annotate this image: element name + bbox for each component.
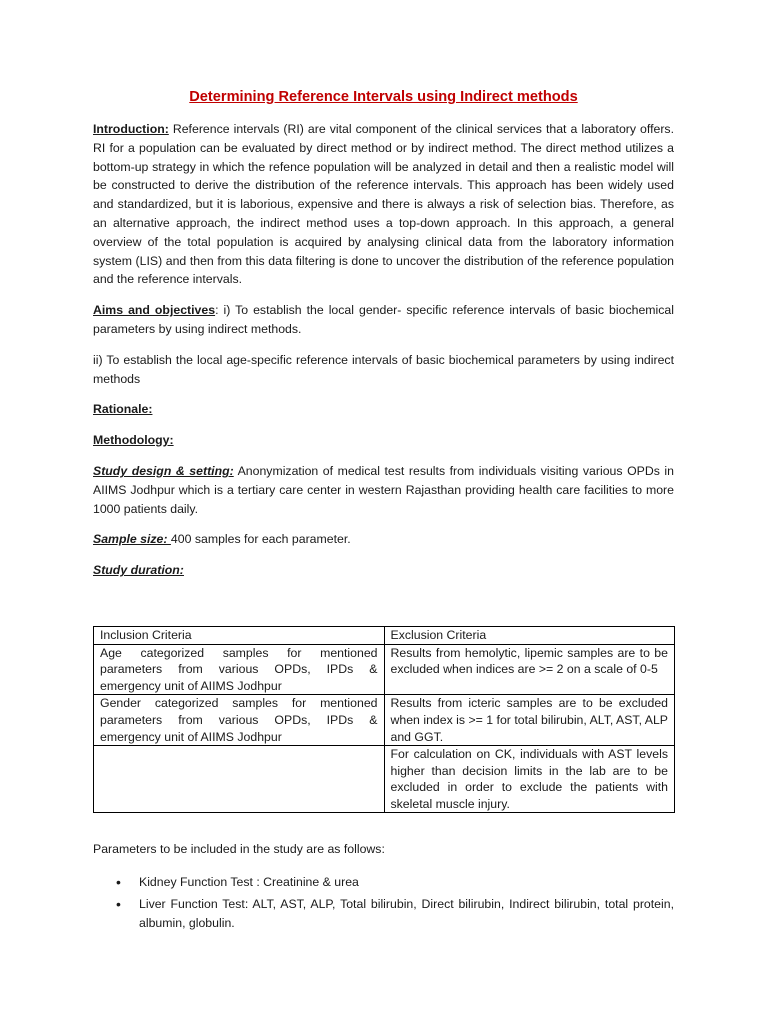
aims-item-2: ii) To establish the local age-specific reference intervals of basic biochemical parameters by using indirect methods (93, 352, 674, 386)
study-design-label: Study design & setting: (93, 463, 234, 478)
table-header-exclusion: Exclusion Criteria (384, 626, 675, 644)
aims-label: Aims and objectives (93, 303, 216, 318)
table-row (94, 746, 675, 813)
aims-paragraph (93, 301, 674, 339)
table-cell: Age categorized samples for mentioned parameters from various OPDs, IPDs & emergency unit of AIIMS Jodhpur (94, 644, 385, 695)
table-cell: Gender categorized samples for mentioned parameters from various OPDs, IPDs & emergency unit of AIIMS Jodhpur (94, 695, 385, 746)
aims-text: : i) To establish the local gender- specific reference intervals of basic biochemical parameters by using indirect methods. (93, 303, 674, 336)
study-duration-label: Study duration: (93, 563, 184, 578)
table-cell: For calculation on CK, individuals with AST levels higher than decision limits in the lab are to be excluded in order to exclude the patients with skeletal muscle injury. (384, 746, 675, 813)
list-item: • Liver Function Test: ALT, AST, ALP, Total bilirubin, Direct bilirubin, Indirect bilirubin, total protein, albumin, globulin. (139, 895, 674, 933)
criteria-table (93, 626, 675, 814)
table-cell: Results from icteric samples are to be excluded when index is >= 1 for total bilirubin, ALT, AST, ALP and GGT. (384, 695, 675, 746)
introduction-text: Reference intervals (RI) are vital component of the clinical services that a laboratory offers. RI for a population can be evaluated by direct method or by indirect method. The direct method utilizes a bottom-up strategy in which the refence population will be analyzed in detail and then a realistic model will be constructed to derive the distribution of the reference intervals. This approach has been widely used and standardized, but it is laborious, expensive and there is always a risk of selection bias. Therefore, as an alternative approach, the indirect method uses a top-down approach. In this approach, a general overview of the total population is acquired by analysing clinical data from the laboratory information system (LIS) and then from this data filtering is done to uncover the distribution of the reference population and the reference intervals. (93, 122, 674, 287)
study-design-text: Anonymization of medical test results from individuals visiting various OPDs in AIIMS Jodhpur which is a tertiary care center in western Rajasthan providing health care facilities to more 1000 patients daily. (93, 463, 674, 516)
rationale-heading: Rationale: (93, 402, 153, 417)
table-cell: Results from hemolytic, lipemic samples are to be excluded when indices are >= 2 on a scale of 0-5 (384, 644, 675, 695)
spacer (93, 592, 674, 626)
table-cell (94, 746, 385, 813)
methodology-heading: Methodology: (93, 433, 174, 448)
sample-size-label: Sample size: (93, 532, 171, 547)
table-row (94, 695, 675, 746)
table-header-row (94, 626, 675, 644)
study-duration-heading (93, 561, 674, 580)
list-item: • Kidney Function Test : Creatinine & urea (139, 873, 674, 892)
table-header-inclusion: Inclusion Criteria (94, 626, 385, 644)
table-row (94, 644, 675, 695)
parameters-intro: Parameters to be included in the study are as follows: (93, 842, 385, 857)
sample-size-paragraph (93, 530, 674, 549)
introduction-label: Introduction: (93, 122, 169, 136)
study-design-paragraph (93, 462, 674, 518)
introduction-paragraph (93, 120, 674, 289)
document-title: Determining Reference Intervals using Indirect methods (189, 89, 578, 105)
sample-size-text: 400 samples for each parameter. (170, 532, 351, 547)
parameters-list (93, 873, 674, 932)
